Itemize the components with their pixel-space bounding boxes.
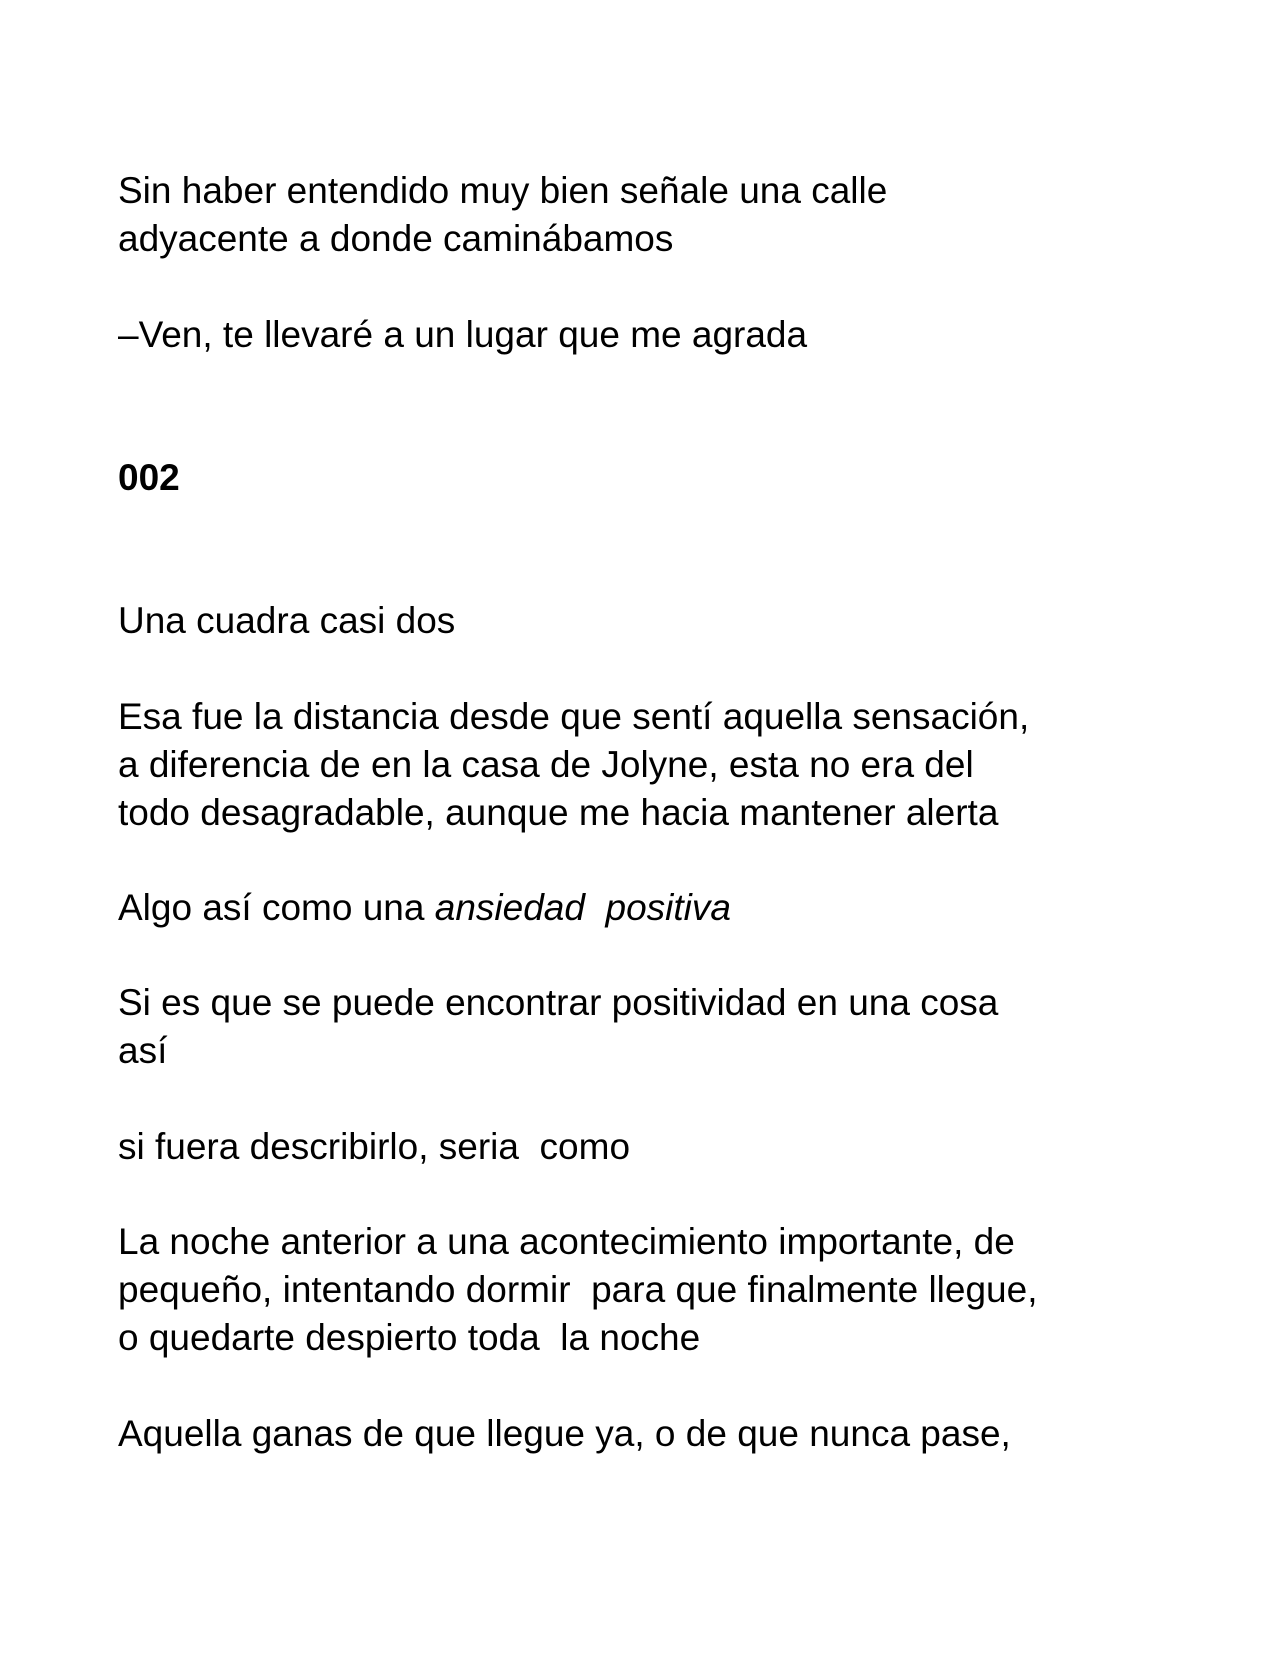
paragraph-8	[118, 1218, 1218, 1362]
paragraph-9-text: Aquella ganas de que llegue ya, o de que nunca pase,	[118, 1413, 1011, 1454]
paragraph-1-line-1: Sin haber entendido muy bien señale una calle	[118, 170, 888, 211]
paragraph-7-text: si fuera describirlo, seria como	[118, 1126, 631, 1167]
paragraph-4-line-1: Esa fue la distancia desde que sentí aquella sensación,	[118, 696, 1030, 737]
paragraph-2-text: –Ven, te llevaré a un lugar que me agrada	[118, 314, 808, 355]
paragraph-5	[118, 884, 1218, 932]
paragraph-1-line-2: adyacente a donde caminábamos	[118, 218, 674, 259]
paragraph-1	[118, 167, 1218, 263]
paragraph-4-line-2: a diferencia de en la casa de Jolyne, esta no era del	[118, 744, 974, 785]
paragraph-6-line-1: Si es que se puede encontrar positividad en una cosa	[118, 982, 999, 1023]
paragraph-8-line-2: pequeño, intentando dormir para que finalmente llegue,	[118, 1269, 1038, 1310]
paragraph-8-line-3: o quedarte despierto toda la noche	[118, 1317, 701, 1358]
paragraph-6	[118, 979, 1218, 1075]
paragraph-3	[118, 597, 1218, 645]
paragraph-3-text: Una cuadra casi dos	[118, 600, 456, 641]
section-heading-text: 002	[118, 457, 180, 498]
paragraph-6-line-2: así	[118, 1030, 168, 1071]
paragraph-9	[118, 1410, 1218, 1458]
paragraph-2	[118, 311, 1218, 359]
section-heading	[118, 454, 1218, 502]
paragraph-4	[118, 693, 1218, 837]
paragraph-5-italic-text: ansiedad positiva	[434, 887, 731, 928]
paragraph-5-text: Algo así como una	[118, 887, 435, 928]
paragraph-4-line-3: todo desagradable, aunque me hacia mantener alerta	[118, 792, 999, 833]
paragraph-7	[118, 1123, 1218, 1171]
paragraph-8-line-1: La noche anterior a una acontecimiento importante, de	[118, 1221, 1015, 1262]
